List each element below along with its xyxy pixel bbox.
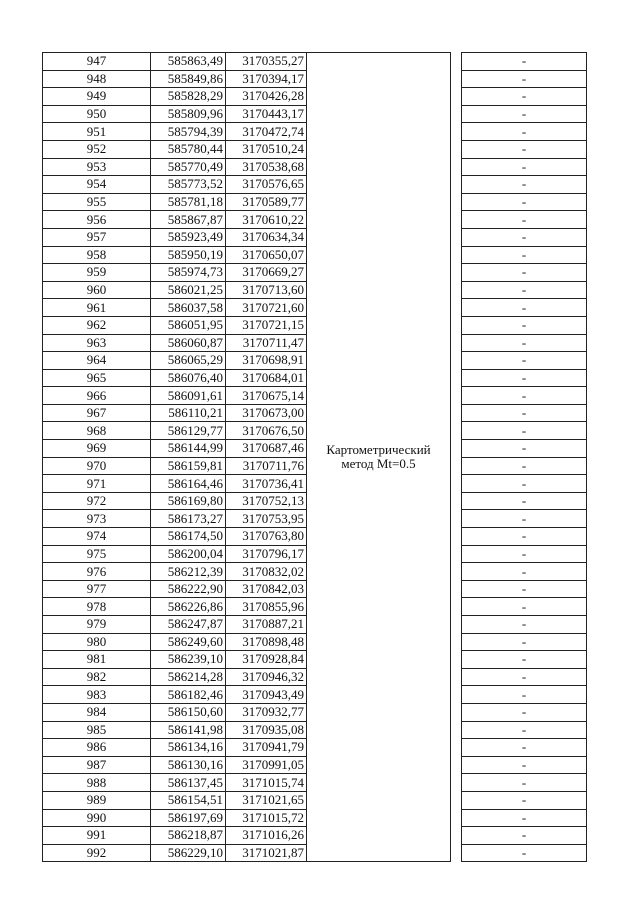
y-coordinate-cell: 3170713,60 xyxy=(226,281,307,299)
spacer-cell xyxy=(451,281,462,299)
point-number-cell: 951 xyxy=(43,123,151,141)
point-number-cell: 981 xyxy=(43,651,151,669)
y-coordinate-cell: 3170842,03 xyxy=(226,580,307,598)
point-number-cell: 987 xyxy=(43,756,151,774)
x-coordinate-cell: 586021,25 xyxy=(151,281,226,299)
point-number-cell: 966 xyxy=(43,387,151,405)
y-coordinate-cell: 3170991,05 xyxy=(226,756,307,774)
y-coordinate-cell: 3170943,49 xyxy=(226,686,307,704)
spacer-cell xyxy=(451,70,462,88)
x-coordinate-cell: 585974,73 xyxy=(151,264,226,282)
y-coordinate-cell: 3170673,00 xyxy=(226,404,307,422)
x-coordinate-cell: 586159,81 xyxy=(151,457,226,475)
spacer-cell xyxy=(451,88,462,106)
spacer-cell xyxy=(451,422,462,440)
spacer-cell xyxy=(451,721,462,739)
point-number-cell: 950 xyxy=(43,105,151,123)
spacer-cell xyxy=(451,53,462,71)
value-cell: - xyxy=(462,528,587,546)
spacer-cell xyxy=(451,668,462,686)
spacer-cell xyxy=(451,616,462,634)
y-coordinate-cell: 3171021,65 xyxy=(226,791,307,809)
x-coordinate-cell: 586129,77 xyxy=(151,422,226,440)
point-number-cell: 969 xyxy=(43,440,151,458)
spacer-cell xyxy=(451,352,462,370)
value-cell: - xyxy=(462,123,587,141)
value-cell: - xyxy=(462,88,587,106)
point-number-cell: 962 xyxy=(43,316,151,334)
value-cell: - xyxy=(462,158,587,176)
x-coordinate-cell: 586060,87 xyxy=(151,334,226,352)
y-coordinate-cell: 3170510,24 xyxy=(226,140,307,158)
spacer-cell xyxy=(451,440,462,458)
point-number-cell: 948 xyxy=(43,70,151,88)
value-cell: - xyxy=(462,492,587,510)
x-coordinate-cell: 586137,45 xyxy=(151,774,226,792)
value-cell: - xyxy=(462,651,587,669)
x-coordinate-cell: 586037,58 xyxy=(151,299,226,317)
value-cell: - xyxy=(462,281,587,299)
spacer-cell xyxy=(451,756,462,774)
x-coordinate-cell: 586091,61 xyxy=(151,387,226,405)
spacer-cell xyxy=(451,334,462,352)
spacer-cell xyxy=(451,686,462,704)
y-coordinate-cell: 3170898,48 xyxy=(226,633,307,651)
y-coordinate-cell: 3170932,77 xyxy=(226,703,307,721)
value-cell: - xyxy=(462,422,587,440)
y-coordinate-cell: 3170736,41 xyxy=(226,475,307,493)
y-coordinate-cell: 3171016,26 xyxy=(226,827,307,845)
method-cell xyxy=(307,53,451,862)
spacer-cell xyxy=(451,633,462,651)
value-cell: - xyxy=(462,53,587,71)
point-number-cell: 991 xyxy=(43,827,151,845)
x-coordinate-cell: 585780,44 xyxy=(151,140,226,158)
value-cell: - xyxy=(462,616,587,634)
y-coordinate-cell: 3170355,27 xyxy=(226,53,307,71)
x-coordinate-cell: 586212,39 xyxy=(151,563,226,581)
spacer-cell xyxy=(451,193,462,211)
point-number-cell: 980 xyxy=(43,633,151,651)
point-number-cell: 978 xyxy=(43,598,151,616)
x-coordinate-cell: 585773,52 xyxy=(151,176,226,194)
spacer-cell xyxy=(451,563,462,581)
point-number-cell: 953 xyxy=(43,158,151,176)
spacer-cell xyxy=(451,809,462,827)
point-number-cell: 984 xyxy=(43,703,151,721)
value-cell: - xyxy=(462,176,587,194)
point-number-cell: 968 xyxy=(43,422,151,440)
y-coordinate-cell: 3170928,84 xyxy=(226,651,307,669)
spacer-cell xyxy=(451,316,462,334)
value-cell: - xyxy=(462,299,587,317)
spacer-cell xyxy=(451,827,462,845)
y-coordinate-cell: 3171015,72 xyxy=(226,809,307,827)
x-coordinate-cell: 586218,87 xyxy=(151,827,226,845)
x-coordinate-cell: 585849,86 xyxy=(151,70,226,88)
y-coordinate-cell: 3170796,17 xyxy=(226,545,307,563)
x-coordinate-cell: 586164,46 xyxy=(151,475,226,493)
value-cell: - xyxy=(462,316,587,334)
y-coordinate-cell: 3170935,08 xyxy=(226,721,307,739)
y-coordinate-cell: 3170676,50 xyxy=(226,422,307,440)
x-coordinate-cell: 585863,49 xyxy=(151,53,226,71)
coordinates-table xyxy=(42,52,587,862)
spacer-cell xyxy=(451,123,462,141)
y-coordinate-cell: 3170675,14 xyxy=(226,387,307,405)
x-coordinate-cell: 586173,27 xyxy=(151,510,226,528)
value-cell: - xyxy=(462,475,587,493)
value-cell: - xyxy=(462,827,587,845)
x-coordinate-cell: 585770,49 xyxy=(151,158,226,176)
point-number-cell: 971 xyxy=(43,475,151,493)
x-coordinate-cell: 585828,29 xyxy=(151,88,226,106)
x-coordinate-cell: 586174,50 xyxy=(151,528,226,546)
x-coordinate-cell: 585867,87 xyxy=(151,211,226,229)
spacer-cell xyxy=(451,651,462,669)
spacer-cell xyxy=(451,492,462,510)
value-cell: - xyxy=(462,264,587,282)
x-coordinate-cell: 586247,87 xyxy=(151,616,226,634)
y-coordinate-cell: 3170721,15 xyxy=(226,316,307,334)
y-coordinate-cell: 3170763,80 xyxy=(226,528,307,546)
point-number-cell: 964 xyxy=(43,352,151,370)
spacer-cell xyxy=(451,739,462,757)
spacer-cell xyxy=(451,211,462,229)
spacer-cell xyxy=(451,791,462,809)
value-cell: - xyxy=(462,563,587,581)
value-cell: - xyxy=(462,369,587,387)
value-cell: - xyxy=(462,352,587,370)
point-number-cell: 992 xyxy=(43,844,151,862)
y-coordinate-cell: 3170698,91 xyxy=(226,352,307,370)
value-cell: - xyxy=(462,105,587,123)
spacer-cell xyxy=(451,369,462,387)
y-coordinate-cell: 3170576,65 xyxy=(226,176,307,194)
value-cell: - xyxy=(462,440,587,458)
point-number-cell: 986 xyxy=(43,739,151,757)
y-coordinate-cell: 3170753,95 xyxy=(226,510,307,528)
value-cell: - xyxy=(462,580,587,598)
y-coordinate-cell: 3170721,60 xyxy=(226,299,307,317)
method-line-2: метод Mt=0.5 xyxy=(341,456,416,472)
x-coordinate-cell: 586169,80 xyxy=(151,492,226,510)
x-coordinate-cell: 586065,29 xyxy=(151,352,226,370)
x-coordinate-cell: 586239,10 xyxy=(151,651,226,669)
x-coordinate-cell: 586144,99 xyxy=(151,440,226,458)
point-number-cell: 974 xyxy=(43,528,151,546)
x-coordinate-cell: 586214,28 xyxy=(151,668,226,686)
value-cell: - xyxy=(462,140,587,158)
x-coordinate-cell: 586154,51 xyxy=(151,791,226,809)
value-cell: - xyxy=(462,844,587,862)
x-coordinate-cell: 586226,86 xyxy=(151,598,226,616)
spacer-cell xyxy=(451,176,462,194)
x-coordinate-cell: 586130,16 xyxy=(151,756,226,774)
point-number-cell: 956 xyxy=(43,211,151,229)
value-cell: - xyxy=(462,387,587,405)
y-coordinate-cell: 3170752,13 xyxy=(226,492,307,510)
value-cell: - xyxy=(462,686,587,704)
method-line-1: Картометрический xyxy=(326,442,431,458)
point-number-cell: 975 xyxy=(43,545,151,563)
x-coordinate-cell: 586141,98 xyxy=(151,721,226,739)
point-number-cell: 976 xyxy=(43,563,151,581)
point-number-cell: 954 xyxy=(43,176,151,194)
point-number-cell: 960 xyxy=(43,281,151,299)
spacer-cell xyxy=(451,545,462,563)
x-coordinate-cell: 585950,19 xyxy=(151,246,226,264)
point-number-cell: 983 xyxy=(43,686,151,704)
y-coordinate-cell: 3171015,74 xyxy=(226,774,307,792)
y-coordinate-cell: 3170855,96 xyxy=(226,598,307,616)
spacer-cell xyxy=(451,528,462,546)
value-cell: - xyxy=(462,228,587,246)
y-coordinate-cell: 3170687,46 xyxy=(226,440,307,458)
x-coordinate-cell: 585781,18 xyxy=(151,193,226,211)
point-number-cell: 952 xyxy=(43,140,151,158)
value-cell: - xyxy=(462,211,587,229)
point-number-cell: 990 xyxy=(43,809,151,827)
point-number-cell: 970 xyxy=(43,457,151,475)
point-number-cell: 977 xyxy=(43,580,151,598)
y-coordinate-cell: 3170887,21 xyxy=(226,616,307,634)
spacer-cell xyxy=(451,774,462,792)
point-number-cell: 949 xyxy=(43,88,151,106)
point-number-cell: 989 xyxy=(43,791,151,809)
value-cell: - xyxy=(462,721,587,739)
point-number-cell: 958 xyxy=(43,246,151,264)
point-number-cell: 959 xyxy=(43,264,151,282)
x-coordinate-cell: 585809,96 xyxy=(151,105,226,123)
y-coordinate-cell: 3170711,47 xyxy=(226,334,307,352)
value-cell: - xyxy=(462,457,587,475)
spacer-cell xyxy=(451,246,462,264)
value-cell: - xyxy=(462,774,587,792)
x-coordinate-cell: 585794,39 xyxy=(151,123,226,141)
value-cell: - xyxy=(462,791,587,809)
point-number-cell: 982 xyxy=(43,668,151,686)
spacer-cell xyxy=(451,844,462,862)
value-cell: - xyxy=(462,633,587,651)
y-coordinate-cell: 3170946,32 xyxy=(226,668,307,686)
point-number-cell: 955 xyxy=(43,193,151,211)
value-cell: - xyxy=(462,545,587,563)
y-coordinate-cell: 3170941,79 xyxy=(226,739,307,757)
spacer-cell xyxy=(451,510,462,528)
y-coordinate-cell: 3170832,02 xyxy=(226,563,307,581)
y-coordinate-cell: 3170634,34 xyxy=(226,228,307,246)
value-cell: - xyxy=(462,756,587,774)
y-coordinate-cell: 3170684,01 xyxy=(226,369,307,387)
spacer-cell xyxy=(451,105,462,123)
x-coordinate-cell: 586200,04 xyxy=(151,545,226,563)
point-number-cell: 965 xyxy=(43,369,151,387)
value-cell: - xyxy=(462,246,587,264)
x-coordinate-cell: 585923,49 xyxy=(151,228,226,246)
y-coordinate-cell: 3170589,77 xyxy=(226,193,307,211)
value-cell: - xyxy=(462,809,587,827)
point-number-cell: 963 xyxy=(43,334,151,352)
point-number-cell: 961 xyxy=(43,299,151,317)
x-coordinate-cell: 586249,60 xyxy=(151,633,226,651)
spacer-cell xyxy=(451,580,462,598)
y-coordinate-cell: 3170650,07 xyxy=(226,246,307,264)
y-coordinate-cell: 3170669,27 xyxy=(226,264,307,282)
point-number-cell: 988 xyxy=(43,774,151,792)
coordinates-table-body xyxy=(43,53,587,862)
x-coordinate-cell: 586197,69 xyxy=(151,809,226,827)
x-coordinate-cell: 586051,95 xyxy=(151,316,226,334)
y-coordinate-cell: 3170394,17 xyxy=(226,70,307,88)
spacer-cell xyxy=(451,299,462,317)
value-cell: - xyxy=(462,404,587,422)
point-number-cell: 985 xyxy=(43,721,151,739)
y-coordinate-cell: 3170472,74 xyxy=(226,123,307,141)
spacer-cell xyxy=(451,475,462,493)
spacer-cell xyxy=(451,703,462,721)
value-cell: - xyxy=(462,739,587,757)
spacer-cell xyxy=(451,140,462,158)
x-coordinate-cell: 586222,90 xyxy=(151,580,226,598)
value-cell: - xyxy=(462,668,587,686)
point-number-cell: 957 xyxy=(43,228,151,246)
spacer-cell xyxy=(451,387,462,405)
point-number-cell: 972 xyxy=(43,492,151,510)
y-coordinate-cell: 3171021,87 xyxy=(226,844,307,862)
spacer-cell xyxy=(451,264,462,282)
spacer-cell xyxy=(451,404,462,422)
y-coordinate-cell: 3170426,28 xyxy=(226,88,307,106)
point-number-cell: 973 xyxy=(43,510,151,528)
x-coordinate-cell: 586229,10 xyxy=(151,844,226,862)
spacer-cell xyxy=(451,457,462,475)
value-cell: - xyxy=(462,703,587,721)
y-coordinate-cell: 3170610,22 xyxy=(226,211,307,229)
x-coordinate-cell: 586182,46 xyxy=(151,686,226,704)
table-row xyxy=(43,53,587,71)
x-coordinate-cell: 586110,21 xyxy=(151,404,226,422)
spacer-cell xyxy=(451,158,462,176)
point-number-cell: 967 xyxy=(43,404,151,422)
y-coordinate-cell: 3170711,76 xyxy=(226,457,307,475)
spacer-cell xyxy=(451,228,462,246)
y-coordinate-cell: 3170538,68 xyxy=(226,158,307,176)
spacer-cell xyxy=(451,598,462,616)
point-number-cell: 947 xyxy=(43,53,151,71)
value-cell: - xyxy=(462,193,587,211)
x-coordinate-cell: 586134,16 xyxy=(151,739,226,757)
value-cell: - xyxy=(462,598,587,616)
x-coordinate-cell: 586150,60 xyxy=(151,703,226,721)
value-cell: - xyxy=(462,70,587,88)
point-number-cell: 979 xyxy=(43,616,151,634)
value-cell: - xyxy=(462,334,587,352)
y-coordinate-cell: 3170443,17 xyxy=(226,105,307,123)
x-coordinate-cell: 586076,40 xyxy=(151,369,226,387)
value-cell: - xyxy=(462,510,587,528)
